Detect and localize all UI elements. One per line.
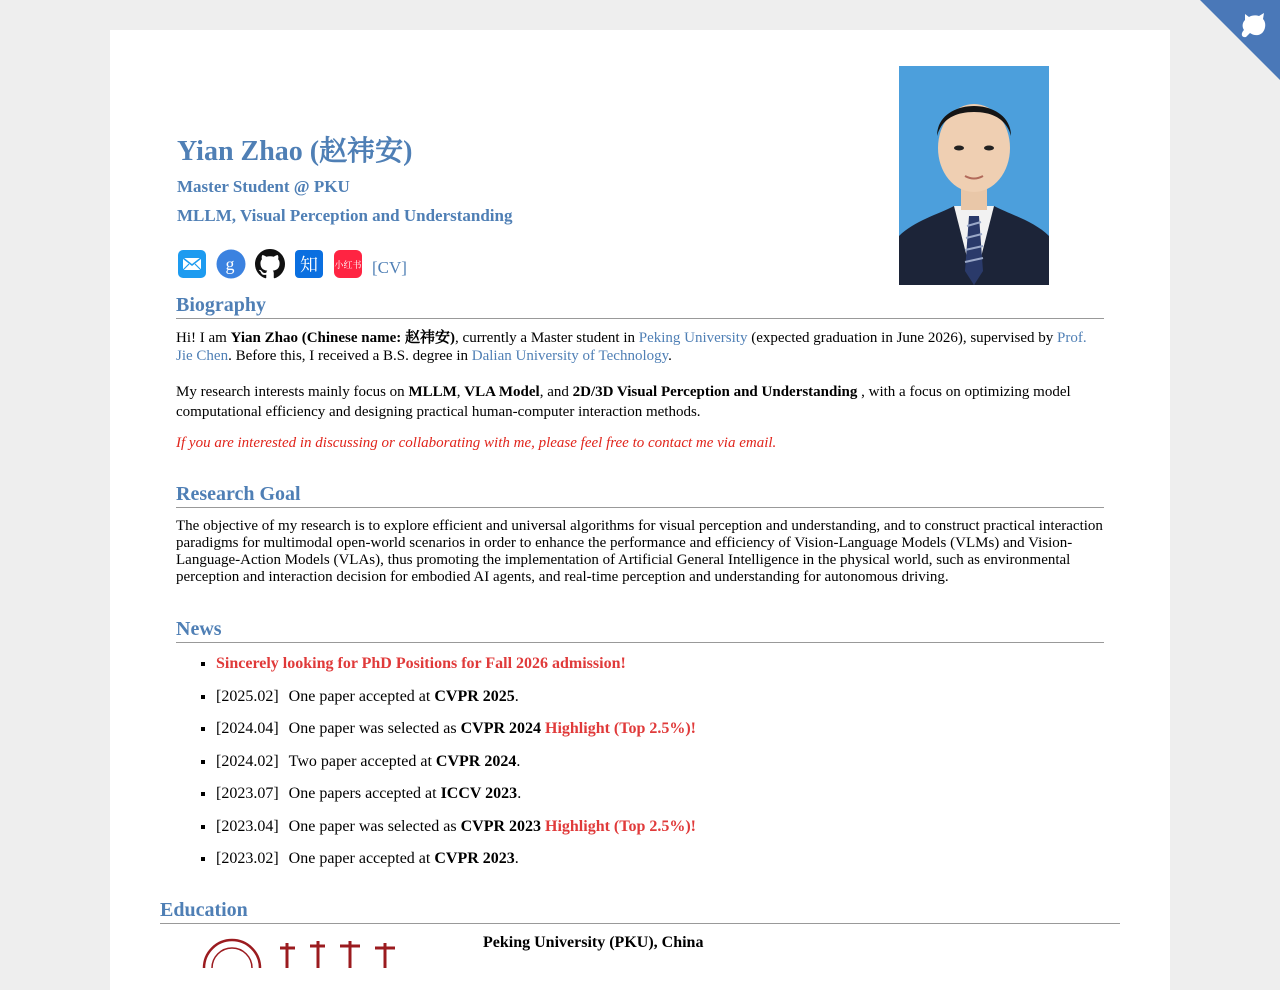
- news-section: [176, 618, 1104, 883]
- news-date: [2024.04]: [216, 720, 279, 737]
- news-date: [2025.02]: [216, 687, 279, 705]
- news-venue: CVPR 2023: [434, 850, 515, 867]
- news-item: [216, 818, 1104, 836]
- research-goal-title: Research Goal: [176, 483, 1104, 508]
- dut-link[interactable]: Dalian University of Technology: [471, 348, 669, 364]
- zhihu-icon: [294, 249, 324, 279]
- news-text: One paper accepted at: [288, 850, 435, 867]
- education-section: [160, 899, 1120, 984]
- profile-name: Yian Zhao (赵祎安): [177, 136, 413, 167]
- portrait-image: [899, 66, 1049, 285]
- news-item: ▪ [2023.07] One papers accepted at ICCV 2023.: [216, 785, 1104, 803]
- news-venue: ICCV 2023: [440, 785, 518, 802]
- cv-link[interactable]: [CV]: [372, 258, 407, 277]
- news-item: ▪ [2024.02] Two paper accepted at CVPR 2024.: [216, 753, 1104, 771]
- news-venue: CVPR 2023: [460, 817, 542, 835]
- news-item: [216, 720, 1104, 738]
- email-icon: [177, 249, 207, 279]
- research-goal-text: The objective of my research is to explore efficient and universal algorithms for visual perception and understanding, and to construct practical interaction paradigms for multimodal open-world scenarios in order to enhance the performance and efficiency of Vision-Language Models (VLMs) and Vision-Language-Action Models (VLAs), thus promoting the implementation of Artificial General Intelligence in the physical world, such as environmental perception and interaction decision for embodied AI agents, and real-time perception and understanding for autonomous driving.: [176, 518, 1103, 585]
- octocat-icon: [1236, 10, 1272, 44]
- news-highlight: Highlight (Top 2.5%)!: [545, 720, 697, 737]
- biography-paragraph-2: My research interests mainly focus on MLLM, VLA Model, and 2D/3D Visual Perception and Understanding , with a focus on optimizing model computational efficiency and designing practical human-computer interaction methods.: [176, 384, 1071, 420]
- news-highlight: Highlight (Top 2.5%)!: [545, 817, 697, 835]
- google-scholar-link[interactable]: [216, 249, 246, 279]
- github-icon: [255, 249, 285, 279]
- biography-paragraph-1: Hi! I am Yian Zhao (Chinese name: 赵祎安), currently a Master student in Peking University (expected graduation in June 2026), supervised by Prof. Jie Chen. Before this, I received a B.S. degree in Dalian University of Technology.: [176, 330, 1087, 364]
- profile-research-area: MLLM, Visual Perception and Understanding: [177, 206, 513, 225]
- contact-note: If you are interested in discussing or collaborating with me, please feel free to contact me via email.: [176, 435, 777, 451]
- news-date: [2023.02]: [216, 850, 279, 867]
- news-item: ▪ [2023.02] One paper accepted at CVPR 2023.: [216, 850, 1104, 868]
- supervisor-link[interactable]: Prof. Jie Chen: [176, 330, 1087, 364]
- profile-photo: [899, 66, 1049, 285]
- github-link[interactable]: [255, 249, 285, 279]
- main-content: [110, 30, 1170, 990]
- news-item: ▪ [2025.02] One paper accepted at CVPR 2025.: [216, 688, 1104, 706]
- zhihu-link[interactable]: [294, 249, 324, 279]
- pku-link[interactable]: Peking University: [638, 330, 748, 346]
- education-entry-1: Peking University (PKU), China: [483, 934, 704, 951]
- news-date: [2024.02]: [216, 752, 279, 770]
- google-scholar-icon: [216, 249, 246, 279]
- research-goal-section: [176, 483, 1104, 586]
- biography-title: Biography: [176, 294, 1104, 319]
- svg-text:g: g: [225, 254, 235, 274]
- news-venue: CVPR 2024: [460, 720, 542, 737]
- news-headline: ▪ Sincerely looking for PhD Positions for Fall 2026 admission!: [216, 655, 1104, 673]
- biography-section: [176, 294, 1104, 452]
- news-text: One paper was selected as: [288, 720, 461, 737]
- news-text: Two paper accepted at: [288, 752, 436, 770]
- news-title: News: [176, 618, 1104, 643]
- news-text: One paper accepted at: [288, 687, 435, 705]
- email-link[interactable]: [177, 249, 207, 279]
- news-date: [2023.07]: [216, 785, 279, 802]
- profile-position: Master Student @ PKU: [177, 177, 350, 196]
- news-venue: CVPR 2024: [435, 752, 517, 770]
- news-text: One paper was selected as: [288, 817, 461, 835]
- pku-logo: [200, 938, 430, 968]
- xiaohongshu-link[interactable]: [333, 249, 363, 279]
- news-venue: CVPR 2025: [434, 687, 515, 705]
- education-title: Education: [160, 899, 1120, 924]
- svg-text:知: 知: [300, 255, 318, 276]
- xiaohongshu-icon: [333, 249, 363, 279]
- social-links: [177, 249, 407, 279]
- bio-name: Yian Zhao (Chinese name: 赵祎安): [230, 330, 456, 346]
- news-list: [176, 655, 1104, 868]
- news-date: [2023.04]: [216, 817, 279, 835]
- news-text: One papers accepted at: [288, 785, 441, 802]
- github-corner[interactable]: [1200, 0, 1280, 80]
- svg-text:小红书: 小红书: [334, 261, 362, 271]
